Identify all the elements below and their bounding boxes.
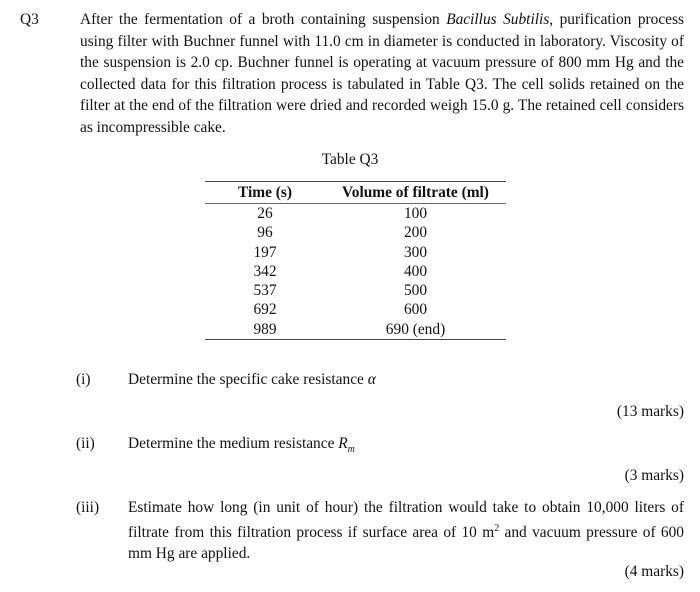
time-cell: 26 [257,205,273,222]
header-volume: Volume of filtrate (ml) [325,182,506,204]
part-iii-body-b: and vacuum pressure of 600 mm Hg are applied. [128,524,684,563]
time-cell: 197 [253,243,277,261]
organism-name: Bacillus Subtilis, [446,11,554,28]
part-iii-text [128,497,684,564]
table-row [205,320,506,340]
table-row [205,281,506,300]
table-row [205,223,506,242]
header-time: Time (s) [205,182,325,204]
part-i-text [128,369,684,390]
volume-cell: 200 [403,224,428,242]
volume-cell: 600 [403,301,428,319]
volume-cell: 690 (end) [325,320,506,340]
part-iii-body-a: Estimate how long (in unit of hour) the filtration would take to obtain 10,000 liters of filtrate from this filtration process if surface area of 10 m [128,499,684,542]
alpha-symbol: α [367,371,376,388]
time-cell: 96 [257,224,273,242]
question-body-pre: After the fermentation of a broth containing suspension [80,11,447,28]
question-body [80,9,684,139]
part-ii-body: Determine the medium resistance [128,435,339,452]
part-iii-label: (iii) [76,499,100,516]
volume-cell: 500 [403,282,428,300]
table-row [205,243,506,262]
part-i-label: (i) [76,371,91,388]
part-i-marks: (13 marks) [616,403,684,420]
time-cell: 537 [253,282,277,300]
part-iii-marks: (4 marks) [624,563,684,580]
volume-cell: 300 [403,243,428,261]
table-row [205,262,506,281]
table-row [205,204,506,224]
volume-cell: 400 [403,262,428,280]
part-ii-marks: (3 marks) [624,467,684,484]
part-i-body: Determine the specific cake resistance [128,371,368,388]
part-ii-label: (ii) [76,435,95,452]
rm-symbol: $R_m$ [338,435,355,456]
question-number: Q3 [20,11,39,28]
superscript-2: 2 [494,523,500,534]
time-cell: 692 [253,301,277,319]
table-header-row [205,182,506,204]
filtration-data-table [205,181,506,340]
time-cell: 342 [253,262,277,280]
part-ii-text [128,433,684,460]
question-body-post: purification process using filter with Buchner funnel with 11.0 cm in diameter is conducted in laboratory. Viscosity of the suspension is 2.0 cp. Buchner funnel is operating at vacuum pressure of 800 mm Hg and the collected data for this filtration process is tabulated in Table Q3. The cell solids retained on the filter at the end of the filtration were dried and recorded weigh 15.0 g. The retained cell considers as incompressible cake. [80,11,684,136]
volume-cell: 100 [403,205,428,222]
table-caption: Table Q3 [321,151,379,168]
table-row [205,300,506,319]
time-cell: 989 [205,320,325,340]
